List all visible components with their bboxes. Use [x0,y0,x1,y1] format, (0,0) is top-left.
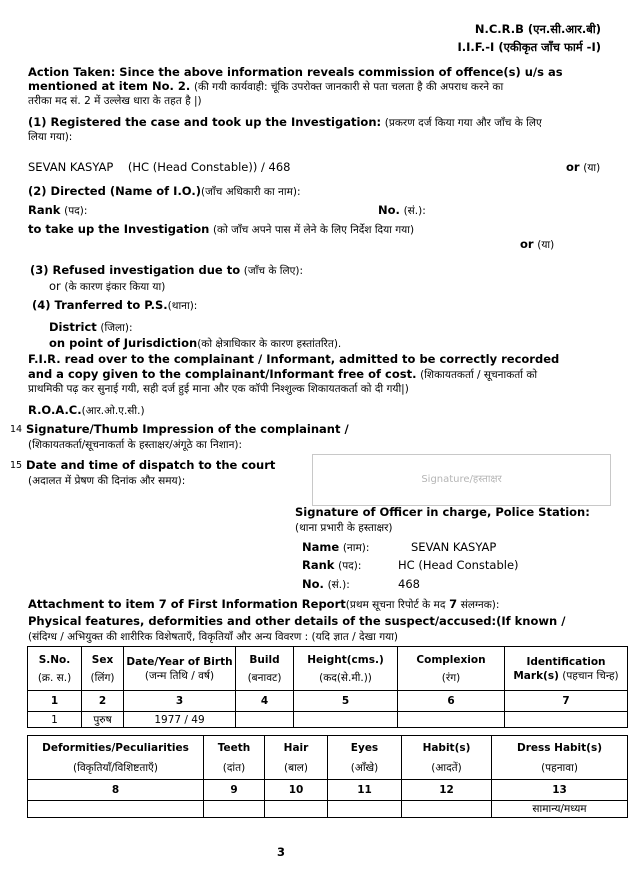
table2-col-number: 8 [28,780,204,801]
table1-col-number: 6 [398,691,505,712]
item4-district [49,320,133,335]
item4-hindi: (थाना): [167,300,198,312]
table1-col-number: 2 [82,691,124,712]
table-cell: 1 [28,712,82,728]
table2-header-cell: Teeth (दांत) [204,736,265,780]
table1-col-number: 3 [124,691,236,712]
officer-rank-value: HC (Head Constable) [398,558,519,572]
table1-header-cell: Complexion (रंग) [398,647,505,691]
table1-header-cell: Date/Year of Birth (जन्म तिथि / वर्ष) [124,647,236,691]
fir-line3: प्राथमिकी पढ़ कर सुनाई गयी, सही दर्ज हुई माना और एक कॉपी निश्शुल्क शिकायतकर्ता को दी गयी|) [28,383,409,395]
officer-signature-hindi: (थाना प्रभारी के हस्ताक्षर) [295,522,393,534]
item2-no [378,203,426,218]
table2-number-row [28,780,628,801]
physical-features-hindi: (संदिग्ध / अभियुक्त की शारीरिक विशेषताएँ, विकृतियाँ और अन्य विवरण : (यदि ज्ञात / देखा गया) [28,631,399,643]
table1-header-cell: Build (बनावट) [236,647,294,691]
item2-take-up-en: to take up the Investigation [28,222,210,236]
officer-no-hi: (सं.): [327,579,350,591]
item15-hindi: (अदालत में प्रेषण की दिनांक और समय): [28,475,186,487]
table2-col-number: 12 [402,780,492,801]
table-cell: सामान्य/मध्यम [492,801,628,818]
item3-or-hi: (के कारण इंकार किया या) [64,281,166,293]
attachment-title-hi: (प्रथम सूचना रिपोर्ट के मद [345,599,446,611]
item3-label: (3) Refused investigation due to [30,263,241,277]
officer-rank-hi: (पद): [338,560,362,572]
officer-signature-title: Signature of Officer in charge, Police Station: [295,505,590,519]
suspect-details-table [27,646,628,728]
signature-box[interactable] [312,454,611,506]
table-cell [204,801,265,818]
fir-line2 [28,367,537,382]
table-row [28,801,628,818]
table2-header-cell: Eyes (आँखे) [328,736,402,780]
officer-name-value: SEVAN KASYAP [411,540,497,554]
item3-or-line [49,279,165,294]
item4-jurisdiction [49,336,341,351]
item4-district-label: District [49,320,97,334]
table1-header-cell: S.No. (क्र. स.) [28,647,82,691]
table1-header-cell: Height(cms.) (कद(से.मी.)) [294,647,398,691]
item4-jurisdiction-en: on point of Jurisdiction [49,336,198,350]
officer-name-en: Name [302,540,340,554]
table2-col-number: 10 [265,780,328,801]
officer-rank-label [302,558,361,573]
table-cell [265,801,328,818]
physical-features-title: Physical features, deformities and other details of the suspect/accused:(If known / [28,614,566,628]
item1-label: (1) Registered the case and took up the Investigation: [28,115,382,129]
table1-col-number: 5 [294,691,398,712]
table-cell [328,801,402,818]
item15-number: 15 [10,460,23,471]
action-taken-line2 [28,79,503,94]
item3-label-line [30,263,303,278]
action-item-ref: mentioned at item No. 2. [28,79,191,93]
table-cell [28,801,204,818]
item2-take-up-hi: (को जाँच अपने पास में लेने के लिए निर्देश दिया गया) [212,224,415,236]
table2-header-cell: Deformities/Peculiarities (विकृतियाँ/विशिष्टताएँ) [28,736,204,780]
table1-header-row [28,647,628,691]
table1-number-row [28,691,628,712]
fir-line2-hi: (शिकायतकर्ता / सूचनाकर्ता को [420,369,538,381]
table-cell: 1977 / 49 [124,712,236,728]
item2-take-up [28,222,414,237]
item2-or [520,237,554,252]
item14-label: Signature/Thumb Impression of the complainant / [26,422,349,436]
item2-label-line [28,184,301,199]
item1-officer: SEVAN KASYAP (HC (Head Constable)) / 468 [28,160,291,174]
table2-header-cell: Hair (बाल) [265,736,328,780]
table1-col-number: 4 [236,691,294,712]
roac-en: R.O.A.C. [28,403,82,417]
table2-col-number: 13 [492,780,628,801]
fir-line1: F.I.R. read over to the complainant / Informant, admitted to be correctly recorded [28,352,560,366]
roac-hi: (आर.ओ.ए.सी.) [81,405,145,417]
item2-or-hi: (या) [537,239,555,251]
table-cell [402,801,492,818]
table2-header-row [28,736,628,780]
page-number: 3 [277,845,286,859]
item1-or-hi: (या) [583,162,601,174]
officer-name-label [302,540,369,555]
item2-label: (2) Directed (Name of I.O.) [28,184,201,198]
item1-or-en: or [566,160,580,174]
item3-hindi: (जाँच के लिए): [243,265,304,277]
item4-jurisdiction-hi: (को क्षेत्राधिकार के कारण हस्तांतरित). [197,338,342,350]
header-iif: I.I.F.-I (एकीकृत जाँच फार्म -I) [457,40,601,54]
table2-col-number: 9 [204,780,265,801]
item1-label-line [28,115,542,130]
header-ncrb: N.C.R.B (एन.सी.आर.बी) [474,22,601,36]
table2-header-cell: Habit(s) (आदतें) [402,736,492,780]
table-row [28,712,628,728]
item3-or-en: or [49,279,61,293]
item1-or [566,160,600,175]
officer-no-en: No. [302,577,324,591]
item2-rank-label: Rank [28,203,61,217]
table1-header-cell: Identification Mark(s) (पहचान चिन्ह) [505,647,628,691]
table1-col-number: 7 [505,691,628,712]
attachment-item-num: 7 [449,597,458,611]
item2-rank [28,203,87,218]
item4-label-line [32,298,197,313]
action-taken-line1: Action Taken: Since the above information reveals commission of offence(s) u/s as [28,65,563,79]
action-taken-line3: तरीका मद सं. 2 में उल्लेख धारा के तहत है |) [28,95,202,107]
attachment-title [28,597,499,612]
table2-col-number: 11 [328,780,402,801]
table-cell [236,712,294,728]
table2-header-cell: Dress Habit(s) (पहनावा) [492,736,628,780]
roac [28,403,145,418]
signature-placeholder: Signature/हस्ताक्षर [421,474,502,485]
table-cell: पुरुष [82,712,124,728]
item2-no-label: No. [378,203,400,217]
item1-hindi-cont: लिया गया): [28,131,73,143]
item2-hindi: (जाँच अधिकारी का नाम): [200,186,301,198]
fir-line2-en: and a copy given to the complainant/Informant free of cost. [28,367,417,381]
item2-no-hi: (सं.): [403,205,426,217]
item4-district-hi: (जिला): [100,322,133,334]
attachment-title-hi2: संलग्नक): [460,599,500,611]
officer-no-label [302,577,350,592]
table-cell [294,712,398,728]
item14-number: 14 [10,424,23,435]
officer-no-value: 468 [398,577,420,591]
officer-name-hi: (नाम): [342,542,370,554]
table1-header-cell: Sex (लिंग) [82,647,124,691]
table-cell [505,712,628,728]
table-cell [398,712,505,728]
item2-rank-hi: (पद): [64,205,88,217]
item4-label: (4) Tranferred to P.S. [32,298,168,312]
item2-or-en: or [520,237,534,251]
item14-hindi: (शिकायतकर्ता/सूचनाकर्ता के हस्ताक्षर/अंगूठे का निशान): [28,439,243,451]
item15-label: Date and time of dispatch to the court [26,458,276,472]
attachment-title-en: Attachment to item 7 of First Information Report [28,597,346,611]
officer-rank-en: Rank [302,558,335,572]
item1-hindi: (प्रकरण दर्ज किया गया और जाँच के लिए [384,117,542,129]
table1-col-number: 1 [28,691,82,712]
action-hindi: (की गयी कार्यवाही: चूंकि उपरोक्त जानकारी से पता चलता है की अपराध करने का [193,81,504,93]
suspect-features-table [27,735,628,818]
